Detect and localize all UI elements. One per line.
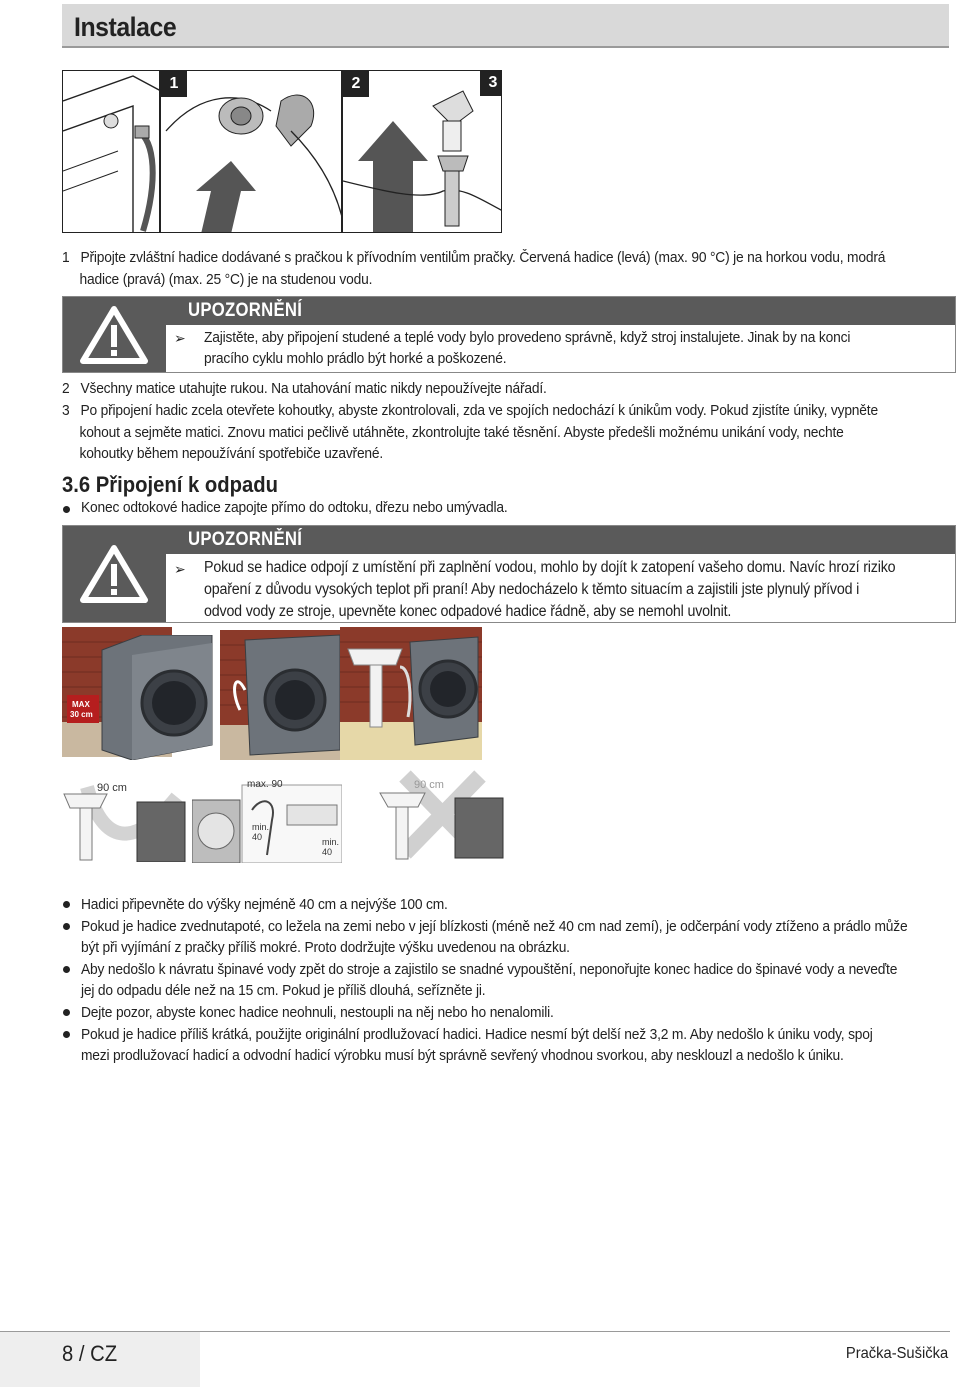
warning-title: UPOZORNĚNÍ — [188, 529, 303, 550]
bullet-dot — [63, 1009, 70, 1016]
section-intro: Konec odtokové hadice zapojte přímo do odtoku, dřezu nebo umývadla. — [81, 499, 508, 516]
warning-line: Pokud se hadice odpojí z umístění při zaplnění vodou, mohlo by dojít k zatopení vašeho domu. Navíc hrozí riziko — [204, 559, 896, 576]
bullet-text: Pokud je hadice příliš krátká, použijte originální prodlužovací hadici. Hadice nesmí být delší než 3,2 m. Aby nedošlo k úniku vody, spoj — [81, 1026, 873, 1043]
arrow-bullet-icon: ➢ — [174, 561, 186, 577]
max-height-label: max. 90 — [247, 779, 283, 790]
warning-title: UPOZORNĚNÍ — [188, 300, 303, 321]
height-label: 90 cm — [414, 779, 444, 791]
height-label: 90 cm — [97, 782, 127, 794]
panel-2 — [342, 70, 502, 233]
step-1 — [62, 247, 952, 290]
bullet-text: být při vyjímání z pračky příliš mokré. Proto dodržujte výšku uvedenou na obrázku. — [81, 939, 570, 956]
sink-cross-illustration — [350, 768, 505, 860]
min-label: min. — [322, 837, 340, 847]
step-number: 2 — [62, 380, 70, 397]
min-value: 40 — [322, 847, 333, 857]
max-label: MAX — [72, 700, 90, 709]
sink-check-figure — [62, 772, 187, 862]
min-value: 40 — [252, 832, 263, 842]
step-2 — [62, 378, 547, 400]
page-title: Instalace — [74, 12, 177, 42]
panel-3-header — [480, 70, 502, 96]
warning-triangle-icon — [63, 526, 166, 622]
warning-icon-area — [63, 526, 166, 622]
drain-figure-2 — [220, 630, 345, 760]
washing-machine-icon — [92, 635, 217, 760]
bullet-dot — [63, 1031, 70, 1038]
panel-number-2: 2 — [343, 71, 369, 97]
footer-divider — [0, 1331, 950, 1332]
bullet-text: Hadici připevněte do výšky nejméně 40 cm a nejvýše 100 cm. — [81, 896, 448, 913]
bullet-text: Aby nedošlo k návratu špinavé vody zpět do stroje a zajistilo se snadné vypouštění, neponořujte konec hadice do špinavé vody a neveďte — [81, 961, 898, 978]
cm-label: 30 cm — [70, 710, 93, 719]
warning-title-bar — [166, 297, 955, 325]
warning-box-1 — [62, 296, 956, 373]
drain-hose-illustration — [220, 630, 345, 760]
warning-title-bar — [166, 526, 955, 554]
bullet-text: mezi prodlužovací hadicí a odvodní hadicí výrobku musí být správně sevřený vhodnou svorkou, aby nesklouzl a nedošlo k úniku. — [81, 1047, 844, 1064]
step-number: 3 — [62, 402, 70, 419]
sink-cross-figure — [350, 768, 505, 860]
washer-1 — [92, 635, 217, 760]
sink-drain-illustration — [340, 627, 482, 760]
height-diagram-illustration — [192, 775, 342, 863]
step-text: Po připojení hadic zcela otevřete kohoutky, abyste zkontrolovali, zda ve spojích nedochází k únikům vody. Pokud zjistíte úniky, vypněte — [80, 402, 878, 419]
step-text: Připojte zvláštní hadice dodávané s pračkou k přívodním ventilům pračky. Červená hadice (levá) (max. 90 °C) je na horkou vodu, modrá — [80, 249, 886, 266]
step-3 — [62, 400, 952, 465]
machine-side-illustration — [63, 71, 160, 233]
warning-box-2 — [62, 525, 956, 623]
panel-number-1: 1 — [161, 71, 187, 97]
drain-figure-3 — [340, 627, 482, 760]
bullet-text: Pokud je hadice zvednutapoté, co ležela na zemi nebo v její blízkosti (méně než 40 cm nad zemí), je odčerpání vody ztíženo a prádlo může — [81, 918, 908, 935]
bullet-dot — [63, 901, 70, 908]
bullet-dot — [63, 923, 70, 930]
bullet-dot — [63, 966, 70, 973]
step-text: Všechny matice utahujte rukou. Na utahování matic nikdy nepoužívejte nářadí. — [80, 380, 547, 397]
page-number: 8 / CZ — [62, 1341, 118, 1366]
panel-number-3: 3 — [480, 70, 502, 96]
step-text: kohout a sejměte matici. Znovu matici pečlivě utáhněte, zkontrolujte také těsnění. Abyste předešli možnému unikání vody, nechte — [79, 423, 844, 441]
product-name: Pračka-Sušička — [845, 1345, 948, 1362]
warning-line: odvod vody ze stroje, upevněte konec odpadové hadice řádně, aby se nemohl uvolnit. — [204, 603, 732, 620]
warning-line: Zajistěte, aby připojení studené a teplé vody bylo provedeno správně, když stroj instalujete. Jinak by na konci — [204, 329, 851, 346]
arrow-bullet-icon: ➢ — [174, 330, 186, 346]
step-text: kohoutky během nepoužívání spotřebiče uzavřené. — [79, 445, 384, 462]
bullet-dot — [63, 506, 70, 513]
header-bar — [62, 4, 949, 48]
warning-line: opaření z důvodu vysokých teplot při praní! Aby nedocházelo k těmto situacím a zajistili jste plynulý přívod i — [204, 581, 860, 598]
height-diagram-figure — [192, 775, 342, 863]
warning-line: pracího cyklu mohlo prádlo být horké a poškozené. — [204, 350, 507, 367]
sink-check-illustration — [62, 772, 187, 862]
panel-illustration — [62, 70, 160, 233]
warning-triangle-icon — [63, 297, 166, 372]
hose-connect-illustration-1 — [161, 71, 342, 233]
warning-icon-area — [63, 297, 166, 372]
section-title: 3.6 Připojení k odpadu — [62, 472, 278, 497]
panel-1 — [160, 70, 342, 233]
step-text: hadice (pravá) (max. 25 °C) je na studenou vodu. — [79, 270, 373, 288]
bullet-text: Dejte pozor, abyste konec hadice neohnuli, nestoupli na něj nebo ho nenalomili. — [81, 1004, 554, 1021]
step-number: 1 — [62, 249, 70, 266]
min-label: min. — [252, 822, 270, 832]
bullet-text: jej do odpadu déle než na 15 cm. Pokud je příliš dlouhá, seřízněte ji. — [81, 982, 486, 999]
